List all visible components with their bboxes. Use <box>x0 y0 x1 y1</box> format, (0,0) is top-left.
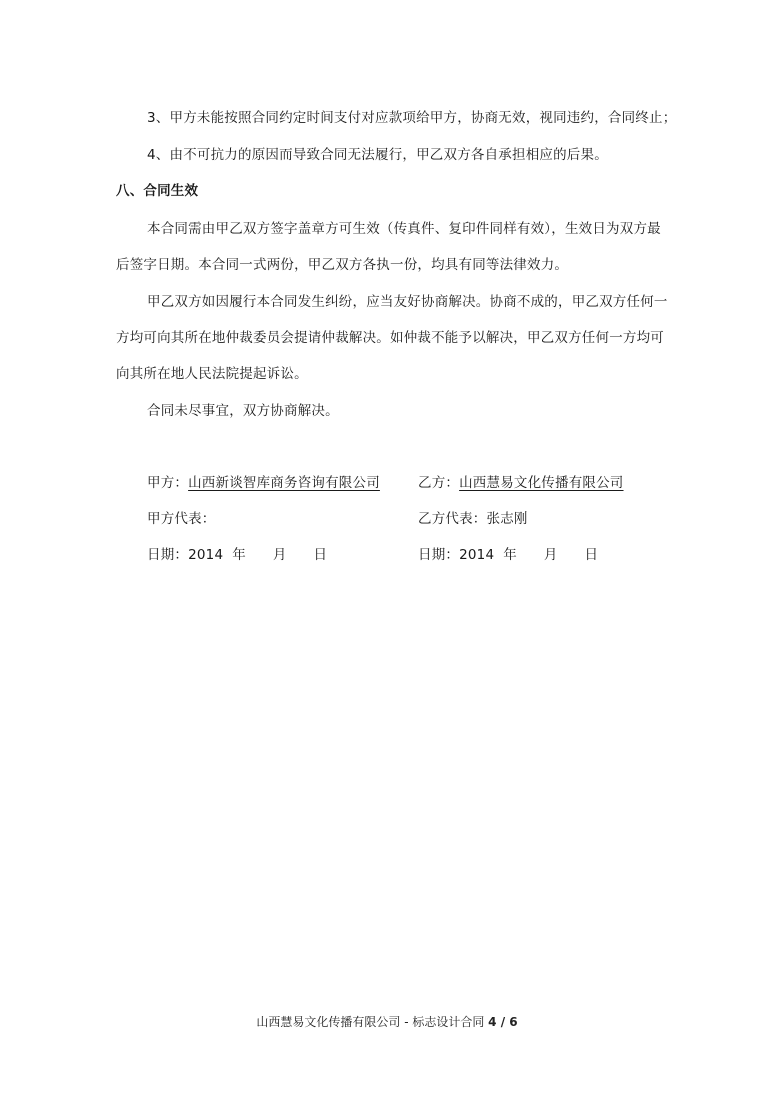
party-a-line <box>147 473 380 493</box>
party-b-representative: 乙方代表：张志刚 <box>418 511 528 527</box>
party-a-name: 山西新谈智库商务咨询有限公司 <box>188 475 380 491</box>
clause-item-4: 4、由不可抗力的原因而导致合同无法履行，甲乙双方各自承担相应的后果。 <box>147 147 608 163</box>
party-a-representative: 甲方代表： <box>147 511 216 527</box>
page-footer <box>0 1013 774 1031</box>
party-a-label: 甲方： <box>147 475 189 491</box>
party-b-line <box>418 473 624 493</box>
paragraph-line: 合同未尽事宜，双方协商解决。 <box>147 403 339 419</box>
clause-item-3: 3、甲方未能按照合同约定时间支付对应款项给甲方，协商无效，视同违约，合同终止； <box>147 110 677 126</box>
paragraph-line: 甲乙双方如因履行本合同发生纠纷，应当友好协商解决。协商不成的，甲乙双方任何一 <box>147 294 668 310</box>
paragraph-line: 向其所在地人民法院提起诉讼。 <box>116 366 308 382</box>
footer-text: 山西慧易文化传播有限公司 - 标志设计合同 <box>256 1015 485 1029</box>
party-a-date: 日期：2014 年 月 日 <box>147 547 328 563</box>
paragraph-line: 本合同需由甲乙双方签字盖章方可生效（传真件、复印件同样有效），生效日为双方最 <box>147 221 661 237</box>
section-heading: 八、合同生效 <box>116 183 199 199</box>
page-number: 4 / 6 <box>488 1015 518 1029</box>
party-b-date: 日期：2014 年 月 日 <box>418 547 599 563</box>
party-b-label: 乙方： <box>418 475 460 491</box>
party-b-name: 山西慧易文化传播有限公司 <box>459 475 624 491</box>
paragraph-line: 方均可向其所在地仲裁委员会提请仲裁解决。如仲裁不能予以解决，甲乙双方任何一方均可 <box>116 330 664 346</box>
paragraph-line: 后签字日期。本合同一式两份，甲乙双方各执一份，均具有同等法律效力。 <box>116 257 569 273</box>
